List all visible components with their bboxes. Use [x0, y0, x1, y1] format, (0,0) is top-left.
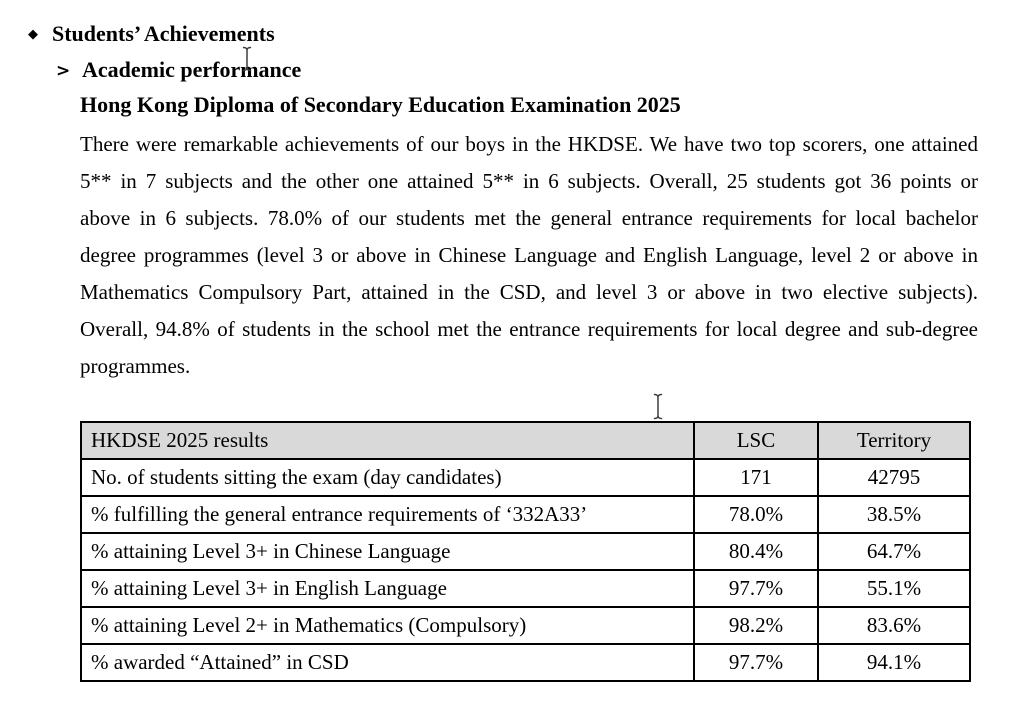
row-label[interactable]: % attaining Level 3+ in Chinese Language: [81, 533, 694, 570]
lsc-value[interactable]: 78.0%: [694, 496, 818, 533]
territory-value[interactable]: 42795: [818, 459, 970, 496]
lsc-value[interactable]: 97.7%: [694, 570, 818, 607]
col-header-territory[interactable]: Territory: [818, 422, 970, 459]
lsc-value[interactable]: 80.4%: [694, 533, 818, 570]
results-table: [80, 421, 971, 682]
table-row: [81, 459, 970, 496]
lsc-value[interactable]: 171: [694, 459, 818, 496]
ibeam-cursor-icon: [651, 393, 665, 420]
table-row: [81, 533, 970, 570]
territory-value[interactable]: 55.1%: [818, 570, 970, 607]
col-header-lsc[interactable]: LSC: [694, 422, 818, 459]
body-paragraph[interactable]: There were remarkable achievements of our boys in the HKDSE. We have two top scorers, one attained 5** in 7 subjects and the other one attained 5** in 6 subjects. Overall, 25 students got 36 points or above in 6 subjects. 78.0% of our students met the general entrance requirements for local bachelor degree programmes (level 3 or above in Chinese Language and English Language, level 2 or above in Mathematics Compulsory Part, attained in the CSD, and level 3 or above in two elective subjects). Overall, 94.8% of students in the school met the entrance requirements for local degree and sub-degree programmes.: [80, 132, 978, 378]
exam-heading[interactable]: Hong Kong Diploma of Secondary Education Examination 2025: [80, 92, 681, 117]
territory-value[interactable]: 38.5%: [818, 496, 970, 533]
section-title: Students’ Achievements: [52, 21, 275, 46]
lsc-value[interactable]: 97.7%: [694, 644, 818, 681]
row-label[interactable]: % fulfilling the general entrance requirements of ‘332A33’: [81, 496, 694, 533]
col-header-results[interactable]: HKDSE 2025 results: [81, 422, 694, 459]
table-row: [81, 570, 970, 607]
row-label[interactable]: % awarded “Attained” in CSD: [81, 644, 694, 681]
subsection-heading-line[interactable]: [56, 55, 301, 88]
section-heading-line[interactable]: [28, 19, 275, 52]
row-label[interactable]: % attaining Level 2+ in Mathematics (Compulsory): [81, 607, 694, 644]
row-label[interactable]: % attaining Level 3+ in English Language: [81, 570, 694, 607]
diamond-bullet-icon: ◆: [28, 27, 38, 42]
row-label[interactable]: No. of students sitting the exam (day candidates): [81, 459, 694, 496]
arrow-bullet-icon: >: [56, 61, 71, 81]
table-row: [81, 496, 970, 533]
subsection-title: Academic performance: [82, 57, 302, 82]
territory-value[interactable]: 83.6%: [818, 607, 970, 644]
ibeam-cursor-icon: [240, 46, 254, 72]
lsc-value[interactable]: 98.2%: [694, 607, 818, 644]
territory-value[interactable]: 94.1%: [818, 644, 970, 681]
table-row: [81, 607, 970, 644]
territory-value[interactable]: 64.7%: [818, 533, 970, 570]
table-header-row: [81, 422, 970, 459]
table-row: [81, 644, 970, 681]
